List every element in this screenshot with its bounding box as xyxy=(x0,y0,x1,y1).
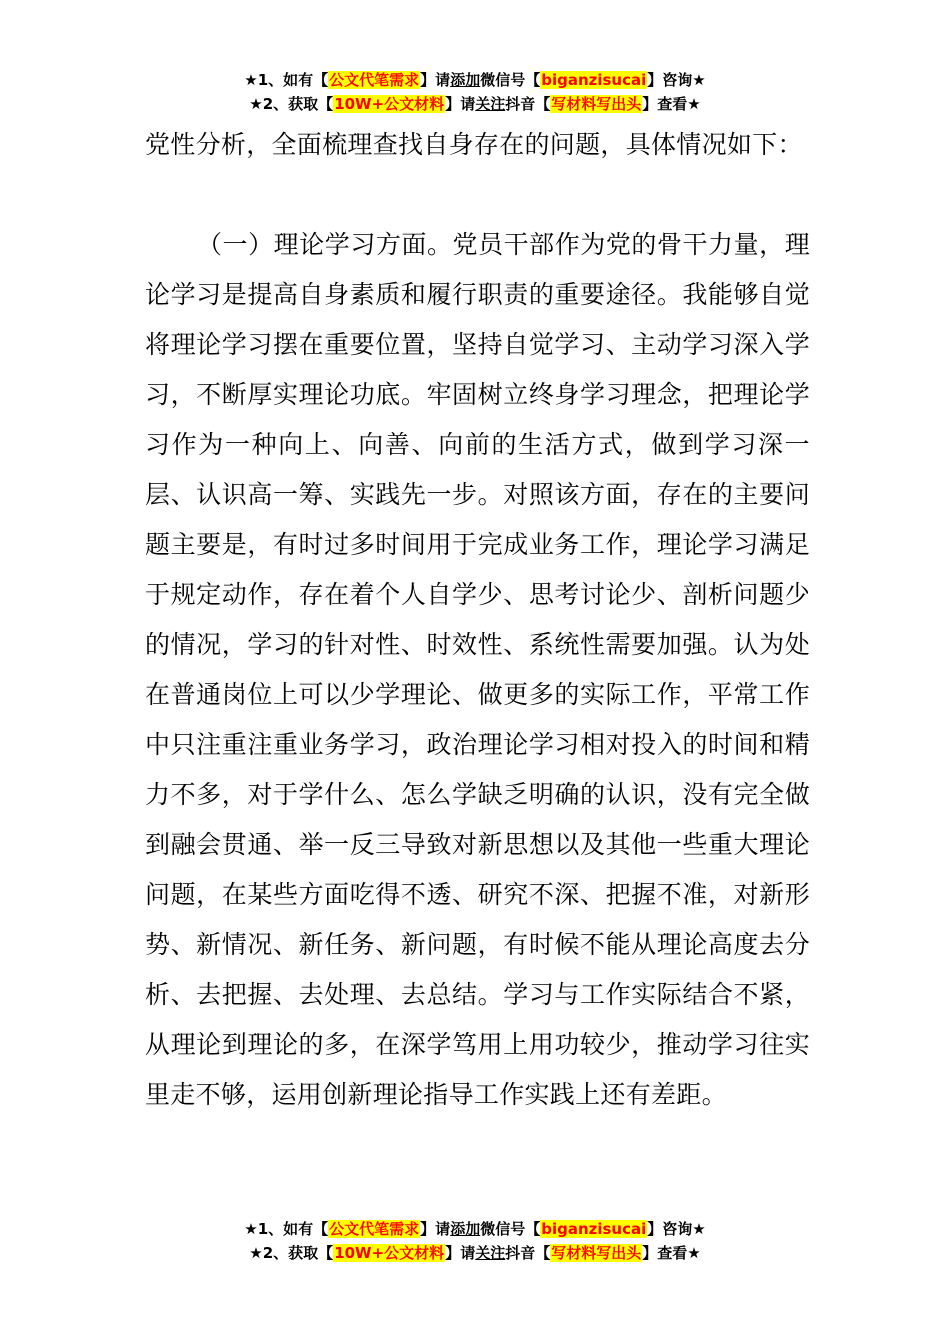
footer-line-1-prefix: ★1、如有【 xyxy=(244,1220,329,1238)
notice-line-2-highlight-douyin: 写材料写出头 xyxy=(551,95,642,113)
notice-line-1-highlight-service: 公文代笔需求 xyxy=(329,71,420,89)
notice-line-2-underlined: 关注 xyxy=(475,95,506,113)
footer-line-2-mid2: 抖音【 xyxy=(505,1244,551,1262)
footer-line-2-mid: 】请 xyxy=(445,1244,476,1262)
footer-notice-line-1 xyxy=(0,1217,950,1241)
notice-line-2-highlight-materials: 10W+公文材料 xyxy=(334,95,445,113)
notice-line-1 xyxy=(0,68,950,92)
notice-line-1-underlined: 添加 xyxy=(450,71,481,89)
notice-line-1-mid: 】请 xyxy=(420,71,451,89)
notice-line-1-mid2: 微信号【 xyxy=(480,71,541,89)
footer-line-1-mid: 】请 xyxy=(420,1220,451,1238)
footer-line-1-highlight-service: 公文代笔需求 xyxy=(329,1220,420,1238)
footer-line-2-highlight-douyin: 写材料写出头 xyxy=(551,1244,642,1262)
notice-line-1-highlight-wechat: biganzisucai xyxy=(541,71,647,89)
notice-line-2-mid2: 抖音【 xyxy=(505,95,551,113)
notice-line-1-prefix: ★1、如有【 xyxy=(244,71,329,89)
footer-line-2-highlight-materials: 10W+公文材料 xyxy=(334,1244,445,1262)
notice-line-2-prefix: ★2、获取【 xyxy=(249,95,334,113)
footer-line-2-underlined: 关注 xyxy=(475,1244,506,1262)
theory-study-paragraph: （一）理论学习方面。党员干部作为党的骨干力量，理论学习是提高自身素质和履行职责的重要途径。我能够自觉将理论学习摆在重要位置，坚持自觉学习、主动学习深入学习，不断厚实理论功底。牢固树立终身学习理念，把理论学习作为一种向上、向善、向前的生活方式，做到学习深一层、认识高一筹、实践先一步。对照该方面，存在的主要问题主要是，有时过多时间用于完成业务工作，理论学习满足于规定动作，存在着个人自学少、思考讨论少、剖析问题少的情况，学习的针对性、时效性、系统性需要加强。认为处在普通岗位上可以少学理论、做更多的实际工作，平常工作中只注重注重业务学习，政治理论学习相对投入的时间和精力不多，对于学什么、怎么学缺乏明确的认识，没有完全做到融会贯通、举一反三导致对新思想以及其他一些重大理论问题，在某些方面吃得不透、研究不深、把握不准，对新形势、新情况、新任务、新问题，有时候不能从理论高度去分析、去把握、去处理、去总结。学习与工作实际结合不紧，从理论到理论的多，在深学笃用上用功较少，推动学习往实里走不够，运用创新理论指导工作实践上还有差距。 xyxy=(145,230,810,1109)
notice-line-2-suffix: 】查看★ xyxy=(642,95,701,113)
footer-notice xyxy=(0,1217,950,1265)
notice-line-2-mid: 】请 xyxy=(445,95,476,113)
intro-line: 党性分析，全面梳理查找自身存在的问题，具体情况如下： xyxy=(145,130,803,159)
notice-line-1-suffix: 】咨询★ xyxy=(647,71,706,89)
footer-line-1-suffix: 】咨询★ xyxy=(647,1220,706,1238)
footer-line-1-underlined: 添加 xyxy=(450,1220,481,1238)
footer-line-2-prefix: ★2、获取【 xyxy=(249,1244,334,1262)
footer-notice-line-2 xyxy=(0,1241,950,1265)
footer-line-2-suffix: 】查看★ xyxy=(642,1244,701,1262)
notice-line-2 xyxy=(0,92,950,116)
footer-line-1-mid2: 微信号【 xyxy=(480,1220,541,1238)
header-notice xyxy=(0,68,950,116)
footer-line-1-highlight-wechat: biganzisucai xyxy=(541,1220,647,1238)
